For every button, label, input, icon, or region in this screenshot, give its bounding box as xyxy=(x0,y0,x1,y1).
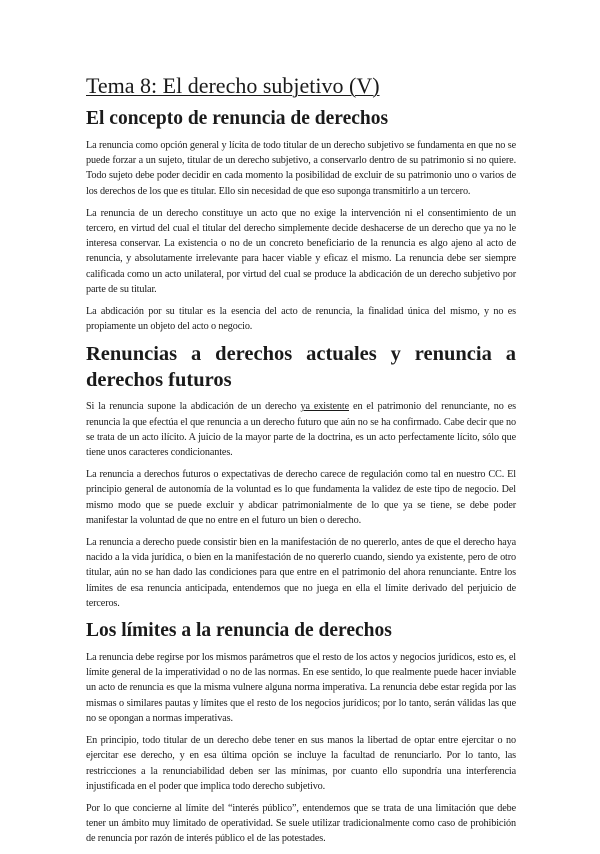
paragraph: La renuncia a derechos futuros o expectativas de derecho carece de regulación como tal en nuestro CC. El principio general de autonomía de la voluntad es lo que fundamenta la validez de este tipo de negocio. Del mismo modo que se puede excluir y abdicar patrimonialmente de lo que ya se tiene, se debe poder manifestar la voluntad de que no entre en el futuro un bien o derecho. xyxy=(86,469,516,526)
paragraph: La renuncia como opción general y lícita de todo titular de un derecho subjetivo se fundamenta en que no se puede forzar a un sujeto, titular de un derecho subjetivo, a conservarlo dentro de su patrimonio si no quiere. Todo sujeto debe poder decidir en cada momento la posibilidad de excluir de su patrimonio uno o varios de los derechos de los que es titular. Ello sin necesidad de que eso suponga transmitirlo a un tercero. xyxy=(86,140,516,197)
paragraph-text: en el patrimonio del renunciante, no es renuncia la que efectúa el que renuncia a un derecho futuro que aún no se ha confirmado. Cabe decir que no se trata de un acto ilícito. A juicio de la mayor parte de la doctrina, es un acto perfectamente lícito, sólo que tiene unos caracteres condicionantes. xyxy=(86,401,517,459)
paragraph: En principio, todo titular de un derecho debe tener en sus manos la libertad de optar entre ejercitar o no ejercitar ese derecho, y en esa última opción se incluye la facultad de renunciarlo. Por lo tanto, las restricciones a la renunciabilidad deben ser las mínimas, por cuanto ello supondría una interferencia injustificada en el poder que implica todo derecho subjetivo. xyxy=(86,735,516,792)
paragraph xyxy=(86,399,516,460)
document-page xyxy=(86,72,516,854)
section-heading: El concepto de renuncia de derechos xyxy=(86,108,389,129)
paragraph: La renuncia debe regirse por los mismos parámetros que el resto de los actos y negocios jurídicos, esto es, el límite general de la imperatividad o no de las normas. En ese sentido, lo que realmente puede hacer inviable un acto de renuncia es que la misma vulnere alguna norma imperativa. La renuncia debe estar regida por las mismas o similares pautas y límites que el resto de los negocios jurídicos; por lo tanto, serán válidas las que no se opongan a normas imperativas. xyxy=(86,652,516,724)
paragraph-text: Si la renuncia supone la abdicación de un derecho xyxy=(86,401,301,413)
section-concepto xyxy=(86,106,516,334)
section-heading: Renuncias a derechos actuales y renuncia a derechos futuros xyxy=(86,343,516,392)
section-renuncias-actuales-futuros xyxy=(86,341,516,611)
paragraph: La renuncia de un derecho constituye un acto que no exige la intervención ni el consentimiento de un tercero, en virtud del cual el titular del derecho simplemente decide deshacerse de un derecho que ya no le interesa conservar. La existencia o no de un concreto beneficiario de la renuncia es algo ajeno al acto de renuncia, y absolutamente irrelevante para hacer viable y eficaz el mismo. La renuncia debe ser siempre calificada como un acto unilateral, por virtud del cual se produce la abdicación de un derecho subjetivo por parte de su titular. xyxy=(86,207,516,295)
section-limites xyxy=(86,618,516,846)
document-title: Tema 8: El derecho subjetivo (V) xyxy=(86,73,380,98)
paragraph: La renuncia a derecho puede consistir bien en la manifestación de no quererlo, antes de que el derecho haya nacido a la vida jurídica, o bien en la manifestación de no quererlo cuando, siendo ya existente, pero de otro titular, aún no se han dado las condiciones para que entre en el patrimonio del ahora renunciante. Entre los límites de esa renuncia anticipada, entendemos que no juega en ella el límite derivado del perjuicio de terceros. xyxy=(86,537,516,609)
underlined-text: ya existente xyxy=(300,401,350,413)
paragraph: Por lo que concierne al límite del “interés público”, entendemos que se trata de una limitación que debe tener un ámbito muy limitado de operatividad. Se suele utilizar tradicionalmente como caso de prohibición de renuncia por razón de interés público el de las potestades. xyxy=(86,802,516,845)
paragraph: La abdicación por su titular es la esencia del acto de renuncia, la finalidad única del mismo, y no es propiamente un objeto del acto o negocio. xyxy=(86,306,516,333)
section-heading: Los límites a la renuncia de derechos xyxy=(86,620,392,642)
